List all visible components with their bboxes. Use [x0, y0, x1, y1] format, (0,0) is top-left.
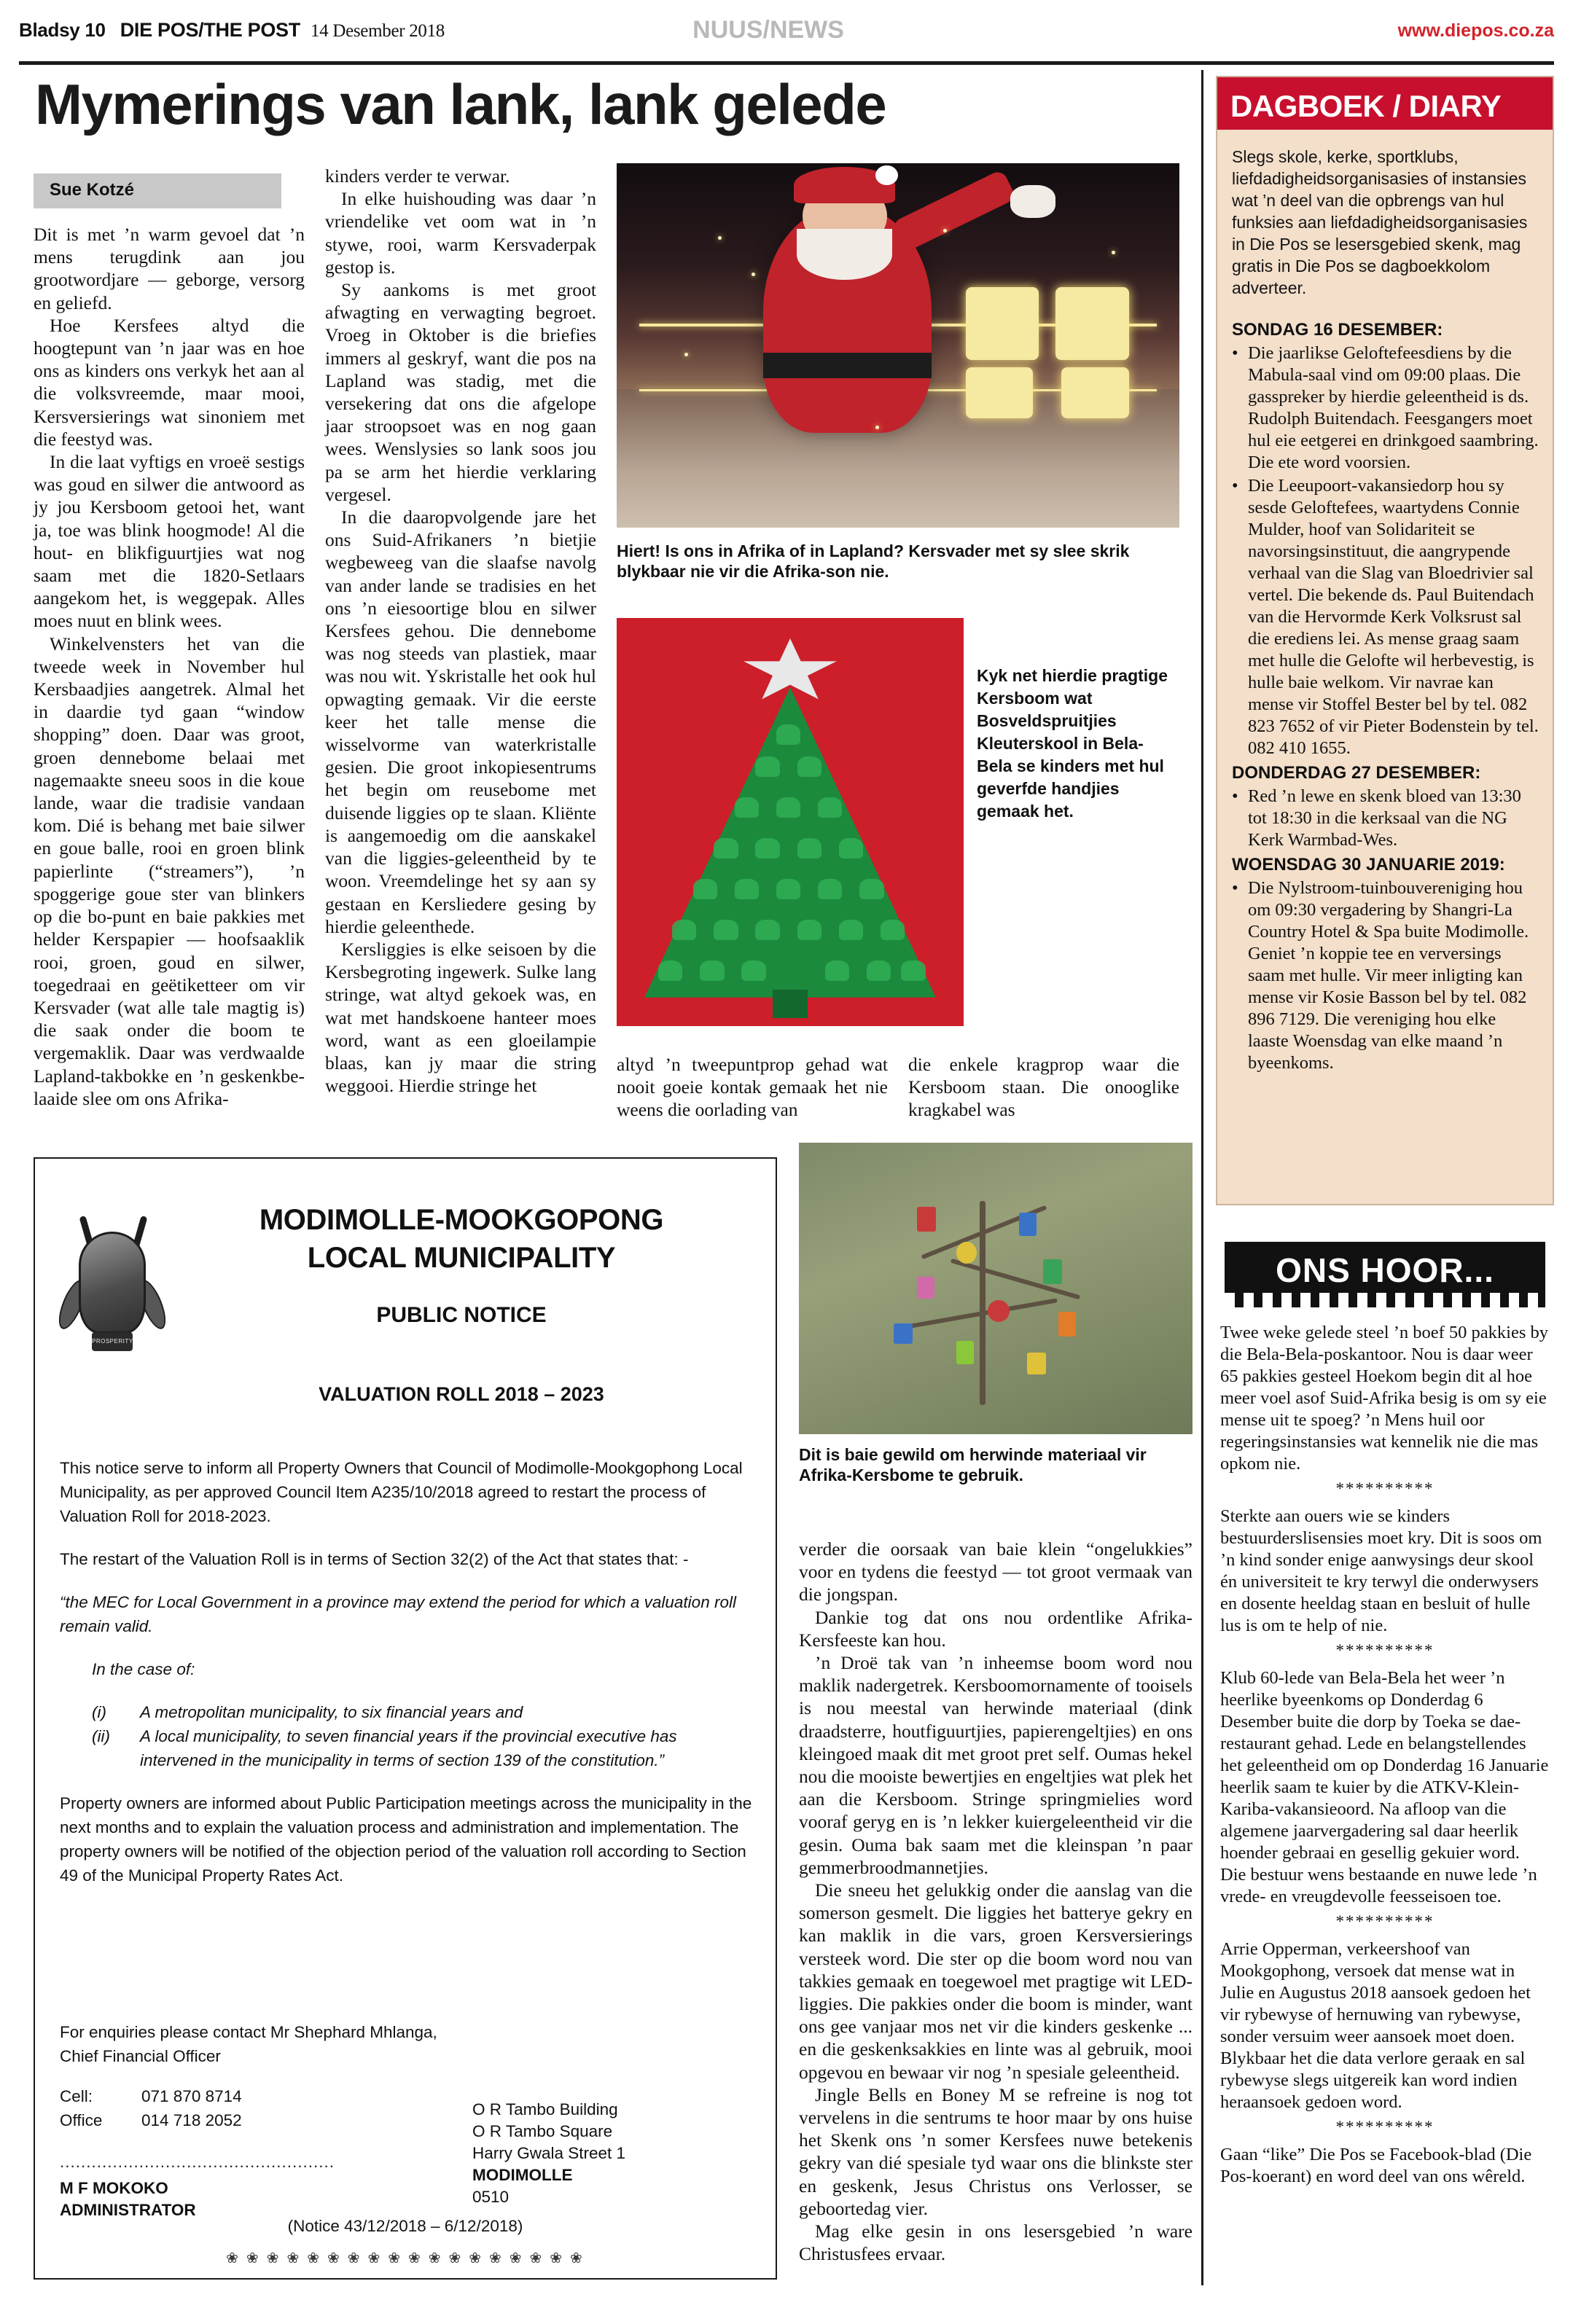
paragraph: Jingle Bells en Boney M se refreine is nog tot vervelens in die sentrums te hoor maar by ons huise het Skenk ons ’n somer Kersfees nuwe betekenis gekry van dié spesiale tyd waar ons die blinkste ster en geskenk, Jesus Christus ons Verlosser, se geboortedag vier. — [799, 2084, 1193, 2219]
notice-subtitle: PUBLIC NOTICE — [376, 1303, 547, 1327]
paragraph: In elke huishouding was daar ’n vriendelike vet oom wat in ’n stywe, rooi, warm Kersvaderpak gestop is. — [325, 188, 596, 278]
dagboek-date-heading: DONDERDAG 27 DESEMBER: — [1232, 763, 1481, 783]
paragraph: verder die oorsaak van baie klein “ongelukkies” voor en tydens die feestyd — tot groot vermaak van die jongspan. — [799, 1538, 1193, 1605]
ons-hoor-item: Gaan “like” Die Pos se Facebook-blad (Die Pos-koerant) en word deel van ons wêreld. — [1220, 2145, 1532, 2186]
paragraph: Die sneeu het gelukkig onder die aanslag van die somerson gesmelt. Die liggies het batterye gekry en kan maklik in die vars, groen Kersversierings versteek word. Die ster op die boom word nou van takkies gemaak en toegewoel met pragtige wit LED-liggies. Die pakkies onder die boom is minder, want ons gee vanjaar mos net vir die kinders geskenke ... en die geskenksakkies en linte was al gebruik, mooi opgevou en bewaar vir nog ’n spesiale geleentheid. — [799, 1879, 1193, 2083]
notice-case-item — [92, 1700, 752, 1724]
dagboek-date-heading: WOENSDAG 30 JANUARIE 2019: — [1232, 855, 1505, 875]
address-line: O R Tambo Building — [472, 2100, 618, 2118]
caption-santa: Hiert! Is ons in Afrika of in Lapland? Kersvader met sy slee skrik blykbaar nie vir die Afrika-son nie. — [617, 541, 1130, 581]
ons-hoor-item: Twee weke gelede steel ’n boef 50 pakkies by die Bela-Bela-poskantoor. Nou is daar weer 65 pakkies gesteel Hoekom begin dit al hoe meer voel asof Suid-Afrika besig is om sy eie mense uit te spoeg? ’n Mens huil oor regeringsinstansies wat kennelik nie die mas opkom nie. — [1220, 1323, 1548, 1474]
notice-paragraph-2: The restart of the Valuation Roll is in terms of Section 32(2) of the Act that states that: - — [60, 1550, 689, 1568]
ons-hoor-item: Sterkte aan ouers wie se kinders bestuurderslisensies moet kry. Dit is soos om ’n kind sonder enige aanwysings deur skool én universiteit te kry terwyl die onderwysers en dosente heeldag staan en besluit of hulle lus is om te help of nie. — [1220, 1506, 1542, 1635]
paragraph: Hoe Kersfees altyd die hoogtepunt van ’n jaar was en hoe ons as kinders ons verkyk het aan al die volksvreemde, maar mooi, Kersversierings wat sinoniem met die feestyd was. — [34, 314, 305, 450]
dagboek-diary-panel — [1216, 76, 1554, 1205]
paragraph: ’n Droë tak van ’n inheemse boom word nou maklik nadergetrek. Kersboomornamente of tooisels is nou meestal van herwinde materiaal (dink draadsterre, houtfiguurtjies, papierengeltjies) en ons kleingoed maak dit met groot pret self. Oumas hekel nou die mooiste bewertjies en engeltjies wat plek het aan die Kersboom. Stringe springmielies word vooraf geryg en is ’n lekker kuiergeleentheid vir die gesin. Ouma bak saam met die kleinspan ’n paar gemmerbroodmannetjies. — [799, 1652, 1193, 1878]
dagboek-entry — [1232, 475, 1541, 759]
dagboek-entry — [1232, 786, 1541, 851]
photo-recycled-decorations — [799, 1143, 1193, 1434]
bullet-icon: • — [1232, 786, 1238, 806]
article-column-4-top — [908, 1053, 1179, 1146]
notice-case-number: (i) — [92, 1703, 106, 1721]
caption-handprint-tree: Kyk net hierdie pragtige Kersboom wat Bosveldspruitjies Kleuterskool in Bela-Bela se kinders met hul geverfde handjies gemaak het. — [977, 666, 1168, 821]
paragraph: In die daaropvolgende jare het ons Suid-Afrikaners ’n bietjie wegbeweeg van die slaafse navolg van ander lande se tradisies en het ons ’n eiesoortige blou en silwer Kersfees gehou. Die dennebome was nog steeds van plastiek, maar was nou wit. Yskristalle het ook hul opwagting gemaak. Vir die eerste keer het talle mense die wisselvorme van waterkristalle gesien. Die groot inkopiesentrums het begin om reusebome met duisende liggies op te slaan. Kliënte is aangemoedig om die aanskakel van die liggies-geleentheid by te woon. Vreemdelinge het sy aan sy gestaan en Kersliedere gesing by hierdie geleenthede. — [325, 506, 596, 937]
notice-contact-office-value: 014 718 2052 — [141, 2111, 242, 2129]
notice-valuation-roll: VALUATION ROLL 2018 – 2023 — [319, 1383, 604, 1405]
dagboek-intro: Slegs skole, kerke, sportklubs, liefdadigheidsorganisasies of instansies wat ’n deel van die opbrengs van hul funksies aan liefdadigheidsorganisasies in Die Pos se lesersgebied skenk, mag gratis in Die Pos se dagboekkolom adverteer. — [1232, 147, 1528, 297]
ons-hoor-separator: ********** — [1335, 1641, 1435, 1659]
notice-ornament: ❀ ❀ ❀ ❀ ❀ ❀ ❀ ❀ ❀ ❀ ❀ ❀ ❀ ❀ ❀ ❀ ❀ ❀ — [226, 2250, 585, 2266]
bullet-icon: • — [1232, 878, 1238, 898]
address-postcode: 0510 — [472, 2188, 510, 2206]
notice-contact-cell-value: 071 870 8714 — [141, 2087, 242, 2105]
paragraph: Winkelvensters het van die tweede week in November hul Kersbaadjies aangetrek. Almal het in daardie tyd gaan “window shopping” doen. Daar was groot, groen dennebome belaai met nagemaakte sneeu soos in die koue lande, waar die tradisie vandaan kom. Dié is behang met baie silwer en goue balle, rooi en groen blink papierlinte (“streamers”), ’n spoggerige goue ster van blinkers op die bo-punt en baie pakkies met helder Kerspapier — hoofsaaklik rooi, groen, goud en silwer, toegedraai en geëtiketteer om vir Kersvader (wat alle tale magtig is) die saak onder die boom te vergemaklik. Daar was verdwaalde Lapland-takbokke en ’n geskenkbe-laaide slee om ons Afrika- — [34, 633, 305, 1109]
notice-case-text: A local municipality, to seven financial years if the provincial executive has intervened in the municipality in terms of section 139 of the constitution.” — [140, 1727, 677, 1769]
ons-hoor-item: Klub 60-lede van Bela-Bela het weer ’n heerlike byeenkoms op Donderdag 6 Desember buite die dorp by Toeka se dae-restaurant gehad. Lede en belangstellendes het geleentheid om op Donderdag 16 Januarie heerlik saam te kuier by die ATKV-Klein-Kariba-vakansieoord. Na afloop van die algemene jaarvergadering sal daar heerlik hoender gebraai en gesellig gekuier word. Die bestuur wens bestaande en nuwe lede ’n vrede- en vreugdevolle feesseisoen toe. — [1220, 1668, 1549, 1906]
paragraph: kinders verder te verwar. — [325, 165, 510, 187]
byline-author: Sue Kotzé — [50, 180, 135, 200]
dagboek-entry-text: Die Leeupoort-vakansiedorp hou sy sesde Geloftefees, waartydens Connie Mulder, hoof van Solidariteit se navorsingsinstituut, die aangrypende verhaal van die Slag van Bloedrivier sal vertel. Die bekende ds. Paul Buitendach van die Hervormde Kerk Volksrust sal die erediens lei. As mense graag saam met hulle die Gelofte wil herbevestig, is hulle baie welkom. Vir navrae kan mense vir Stoffel Bester bel by tel. 082 823 7652 of vir Pieter Bodenstein by tel. 082 410 1655. — [1248, 476, 1539, 758]
notice-paragraph-3: Property owners are informed about Public Participation meetings across the municipality in the next months and to explain the valuation process and administration and implementation. The property owners will be notified of the objection period of the valuation roll according to Section 49 of the Municipal Property Rates Act. — [60, 1794, 752, 1885]
notice-signature-block — [60, 2151, 468, 2221]
rail-divider — [1201, 70, 1203, 2285]
paper-name: DIE POS/THE POST — [120, 19, 300, 41]
notice-contact-cell — [60, 2084, 468, 2108]
dagboek-entry-text: Die Nylstroom-tuinbouvereniging hou om 09:30 vergadering by Shangri-La Country Hotel & Spa buite Modimolle. Geniet ’n koppie tee en verversings saam met hulle. Vir meer inligting kan mense vir Kosie Basson bel by tel. 082 896 7129. Die vereniging hou elke laaste Woensdag van elke maand ’n byeenkoms. — [1248, 878, 1529, 1073]
notice-address — [472, 2099, 735, 2208]
bullet-icon: • — [1232, 476, 1238, 496]
ons-hoor-item: Arrie Opperman, verkeershoof van Mookgophong, versoek dat mense wat in Julie en Augustus 2018 aansoek gedoen het vir rybewyse of hernuwing van rybewyse, sonder versuim weer aansoek moet doen. Blykbaar het die data verlore geraak en sal rybewyse slegs uitgereik kan word indien heraansoek gedoen word. — [1220, 1939, 1531, 2112]
ons-hoor-header-label: ONS HOOR... — [1276, 1251, 1494, 1289]
municipal-crest-icon — [66, 1216, 160, 1361]
article-column-1 — [34, 223, 305, 1141]
ons-hoor-dashed-rule — [1225, 1293, 1545, 1307]
ons-hoor-separator: ********** — [1335, 2118, 1435, 2136]
ons-hoor-separator: ********** — [1335, 1912, 1435, 1930]
ons-hoor-separator: ********** — [1335, 1479, 1435, 1498]
notice-quote: “the MEC for Local Government in a province may extend the period for which a valuation roll remain valid. — [60, 1593, 736, 1635]
website-link[interactable]: www.diepos.co.za — [1397, 20, 1554, 41]
notice-title-line2: LOCAL MUNICIPALITY — [307, 1242, 616, 1274]
notice-case-label: In the case of: — [92, 1660, 195, 1678]
paragraph: Dankie tog dat ons nou ordentlike Afrika-Kersfeeste kan hou. — [799, 1606, 1193, 1651]
article-column-3-top — [617, 1053, 888, 1146]
dagboek-date-heading: SONDAG 16 DESEMBER: — [1232, 320, 1443, 340]
crest-motto: PROSPERITY — [92, 1338, 133, 1345]
paragraph: die enkele kragprop waar die Kersboom staan. Die onooglike kragkabel was — [908, 1054, 1179, 1121]
paragraph: Kersliggies is elke seisoen by die Kersbegroting ingewerk. Sulke lang stringe, wat altyd gekoek was, en wat met handskoene hanteer moes word, want as een gloeilampie blaas, kan jy maar die string weggooi. Hierdie stringe het — [325, 938, 596, 1097]
notice-contact-office-label: Office — [60, 2111, 103, 2129]
bullet-icon: • — [1232, 343, 1238, 363]
ons-hoor-panel — [1216, 1242, 1554, 2284]
byline-badge — [34, 173, 281, 208]
notice-case-text: A metropolitan municipality, to six financial years and — [140, 1703, 523, 1721]
signature-line: .................................................... — [60, 2153, 335, 2171]
notice-enquiries: For enquiries please contact Mr Shephard Mhlanga, Chief Financial Officer — [60, 2023, 437, 2065]
notice-paragraph-1: This notice serve to inform all Property Owners that Council of Modimolle-Mookgophong Local Municipality, as per approved Council Item A235/10/2018 agreed to restart the process of Valuation Roll for 2018-2023. — [60, 1459, 743, 1525]
notice-contact-block — [60, 2020, 468, 2132]
public-notice-advert — [34, 1157, 777, 2280]
masthead-divider — [19, 61, 1554, 65]
article-column-3-bottom — [799, 1538, 1193, 2310]
dagboek-events — [1232, 316, 1541, 1076]
dagboek-entry-text: Die jaarlikse Geloftefeesdiens by die Mabula-saal vind om 09:00 plaas. Die gasspreker by hierdie geleentheid is ds. Rudolph Buitendach. Feesgangers moet hul eie eetgerei en drinkgoed saambring. Die ete word voorsien. — [1248, 343, 1539, 472]
notice-title — [173, 1201, 749, 1277]
page-title: Mymerings van lank, lank gelede — [35, 72, 886, 136]
caption-recycled-decorations: Dit is baie gewild om herwinde materiaal vir Afrika-Kersbome te gebruik. — [799, 1445, 1147, 1484]
dagboek-header-label: DAGBOEK / DIARY — [1230, 89, 1502, 123]
photo-handprint-christmas-tree — [617, 618, 964, 1026]
issue-date: 14 Desember 2018 — [310, 21, 445, 41]
section-title: NUUS/NEWS — [692, 16, 844, 44]
paragraph: Sy aankoms is met groot afwagting en verwagting begroet. Vroeg in Oktober is die briefies immers al geskryf, want die pos na Lapland was stadig, met die versekering dat ons die afgelope jaar stroopsoet was en nog gaan wees. Wenslysies so lank soos jou pa se arm het hierdie verklaring vergesel. — [325, 279, 596, 505]
paragraph: Dit is met ’n warm gevoel dat ’n mens terugdink aan jou grootwordjare — geborge, versorg en geliefd. — [34, 224, 305, 313]
ons-hoor-body — [1220, 1322, 1550, 2188]
signatory-name: M F MOKOKO — [60, 2179, 168, 2197]
paragraph: Mag elke gesin in ons lesersgebied ’n ware Christusfees ervaar. — [799, 2221, 1193, 2265]
dagboek-entry — [1232, 343, 1541, 474]
photo-santa-sleigh — [617, 163, 1179, 528]
notice-case-item — [92, 1724, 752, 1772]
page-label: Bladsy 10 — [19, 19, 106, 41]
dagboek-entry — [1232, 877, 1541, 1074]
notice-case-number: (ii) — [92, 1727, 110, 1745]
notice-body — [60, 1456, 752, 1906]
address-line: Harry Gwala Street 1 — [472, 2144, 626, 2162]
notice-contact-cell-label: Cell: — [60, 2087, 93, 2105]
notice-reference: (Notice 43/12/2018 – 6/12/2018) — [287, 2217, 523, 2235]
notice-title-line1: MODIMOLLE-MOOKGOPONG — [259, 1204, 664, 1236]
address-town: MODIMOLLE — [472, 2166, 573, 2184]
notice-contact-office — [60, 2108, 468, 2132]
article-column-2 — [325, 165, 596, 1141]
paragraph: In die laat vyftigs en vroeë sestigs was goud en silwer die antwoord as jy jou Kersboom getooi het, want ja, toe was blink hoogmode! Al die hout- en blikfiguurtjies wat nog saam met die 1820-Setlaars aangekom het, is weggepak. Alles moes nuut en blink wees. — [34, 451, 305, 632]
masthead-left — [19, 19, 445, 42]
dagboek-entry-text: Red ’n lewe en skenk bloed van 13:30 tot 18:30 in die kerksaal van die NG Kerk Warmbad-Wes. — [1248, 786, 1521, 850]
paragraph: altyd ’n tweepuntprop gehad wat nooit goeie kontak gemaak het nie weens die oorlading van — [617, 1054, 888, 1121]
address-line: O R Tambo Square — [472, 2122, 613, 2140]
signatory-role: ADMINISTRATOR — [60, 2201, 196, 2219]
dagboek-header — [1217, 77, 1553, 130]
masthead — [19, 15, 1554, 60]
